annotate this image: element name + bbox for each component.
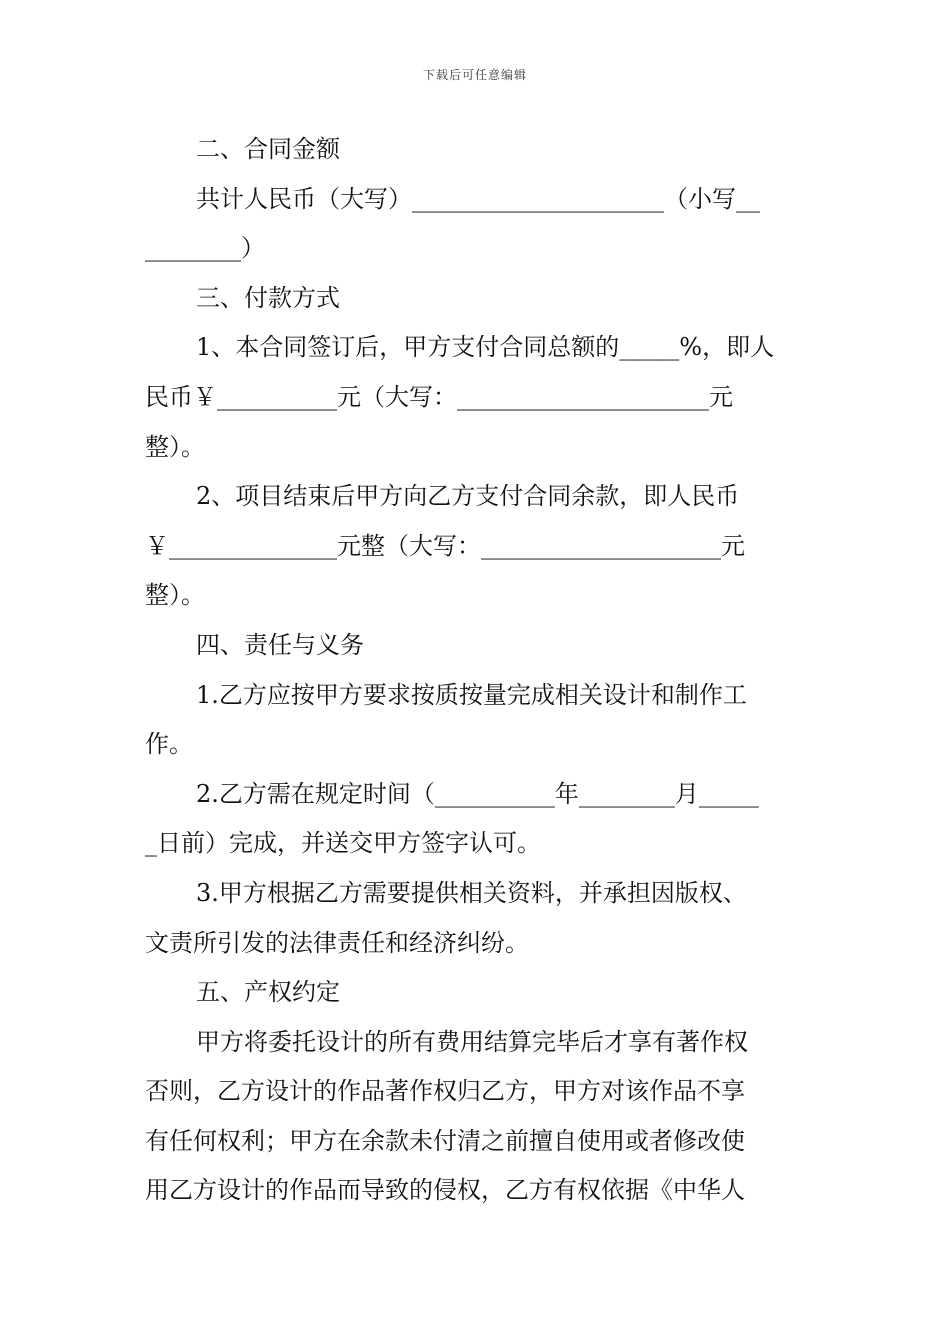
paragraph-line: 否则，乙方设计的作品著作权归乙方，甲方对该作品不享	[145, 1077, 745, 1106]
section-heading-payment: 三、付款方式	[196, 283, 340, 312]
paragraph-line: 整）。	[145, 432, 205, 461]
section-heading-amount: 二、合同金额	[196, 135, 340, 163]
paragraph-line: 1、本合同签订后，甲方支付合同总额的_____%，即人	[196, 333, 775, 362]
paragraph-line: 3.甲方根据乙方需要提供相关资料，并承担因版权、	[196, 878, 747, 907]
paragraph-line: ￥______________元整（大写：____________________元	[145, 531, 745, 560]
page-header: 下载后可任意编辑	[422, 68, 527, 82]
contract-body	[145, 125, 805, 1216]
paragraph-line: 1.乙方应按甲方要求按质按量完成相关设计和制作工	[196, 680, 747, 709]
paragraph-line: 2、项目结束后甲方向乙方支付合同余款，即人民币	[196, 482, 740, 511]
paragraph-line: 整）。	[145, 581, 205, 610]
paragraph-line: _日前）完成，并送交甲方签字认可。	[145, 829, 541, 858]
section-heading-property-rights: 五、产权约定	[196, 978, 340, 1007]
paragraph-line: ________）	[145, 234, 265, 263]
section-heading-responsibilities: 四、责任与义务	[196, 630, 364, 659]
paragraph-line: 民币￥__________元（大写：_____________________元	[145, 382, 733, 411]
paragraph-line: 有任何权利；甲方在余款未付清之前擅自使用或者修改使	[145, 1126, 745, 1155]
paragraph-line: 共计人民币（大写）_____________________（小写__	[196, 184, 760, 213]
paragraph-line: 用乙方设计的作品而导致的侵权，乙方有权依据《中华人	[145, 1176, 745, 1205]
paragraph-line: 作。	[145, 730, 193, 759]
paragraph-line: 2.乙方需在规定时间（__________年________月_____	[196, 779, 759, 808]
paragraph-line: 文责所引发的法律责任和经济纠纷。	[145, 928, 529, 957]
paragraph-line: 甲方将委托设计的所有费用结算完毕后才享有著作权	[196, 1027, 748, 1056]
